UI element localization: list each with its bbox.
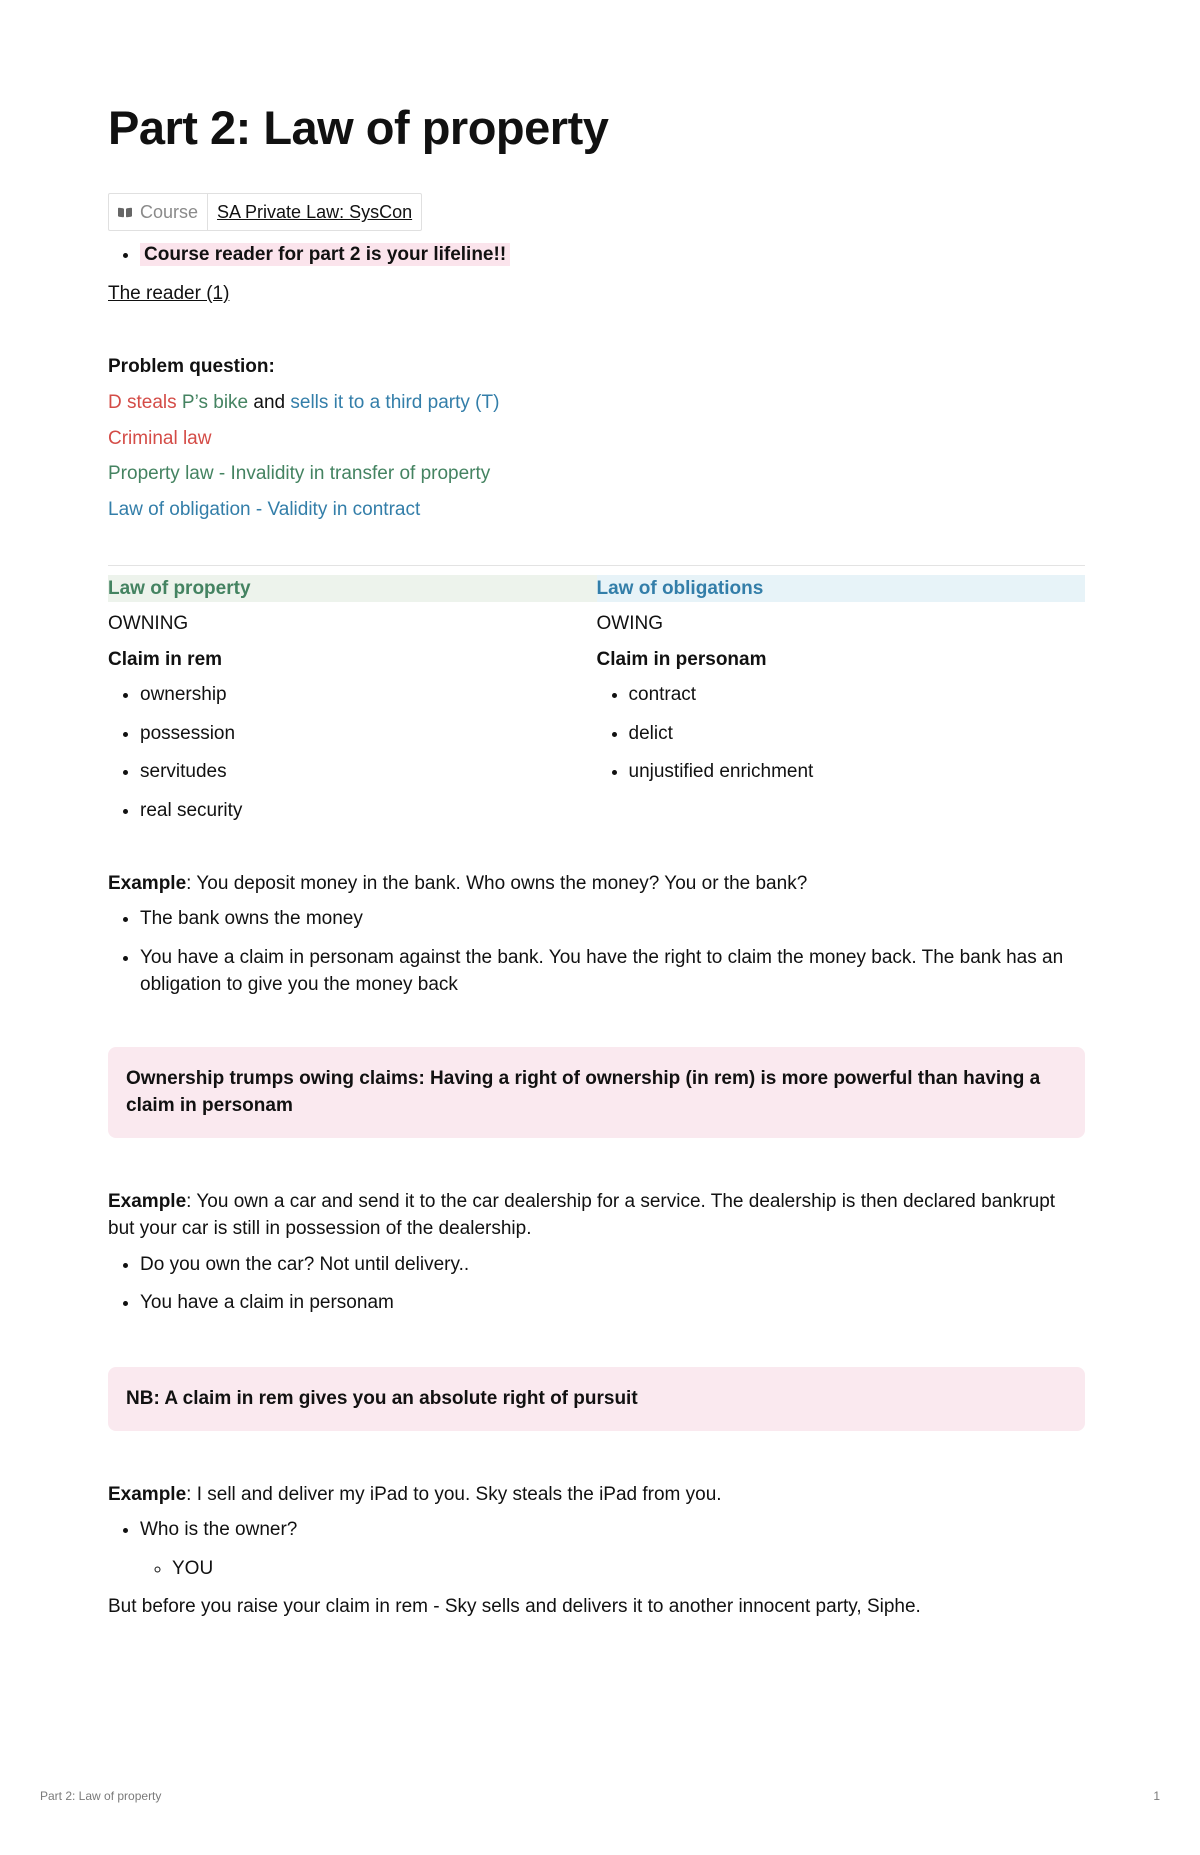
criminal-law: Criminal law <box>108 427 212 449</box>
list-item: • possession <box>140 720 597 748</box>
example-2 <box>108 1188 1085 1243</box>
lifeline-note: Course reader for part 2 is your lifeline!! <box>140 243 510 266</box>
property-row <box>108 193 422 231</box>
example-label: Example <box>108 872 187 894</box>
example-1-list <box>108 905 1085 999</box>
sub-list <box>140 1555 1085 1583</box>
page-number: 1 <box>1153 1789 1160 1803</box>
example-2-list <box>108 1251 1085 1317</box>
example-label: Example <box>108 1483 187 1505</box>
property-law: Property law - Invalidity in transfer of property <box>108 463 491 485</box>
property-key <box>109 194 208 230</box>
owner-question: Who is the owner? <box>140 1519 298 1541</box>
example-3-list <box>108 1516 1085 1582</box>
footer-title: Part 2: Law of property <box>40 1789 162 1803</box>
lifeline-list <box>108 241 1085 269</box>
reader-link[interactable]: The reader (1) <box>108 282 230 304</box>
list-item: • You have a claim in personam <box>140 1289 1085 1317</box>
property-list <box>108 681 597 824</box>
page-footer <box>40 1788 1160 1805</box>
list-item: ◦ YOU <box>172 1555 1085 1583</box>
list-item: • Do you own the car? Not until delivery.. <box>140 1251 1085 1279</box>
page-content <box>108 100 1085 1621</box>
list-item: • The bank owns the money <box>140 905 1085 933</box>
obligations-list <box>597 681 1086 786</box>
page-title: Part 2: Law of property <box>108 101 609 154</box>
column-property <box>108 575 597 835</box>
claim-in-personam: Claim in personam <box>596 648 767 670</box>
problem-bike: P’s bike <box>181 392 249 414</box>
course-link[interactable]: SA Private Law: SysCon <box>217 202 413 223</box>
property-key-label: Course <box>140 202 199 223</box>
list-item: • contract <box>629 681 1086 709</box>
example-label: Example <box>108 1190 187 1212</box>
list-item: • ownership <box>140 681 597 709</box>
problem-d-steals: D steals <box>108 392 177 414</box>
list-item: • delict <box>629 720 1086 748</box>
obligation-law: Law of obligation - Validity in contract <box>108 498 421 520</box>
list-item <box>140 241 1085 269</box>
list-item: • servitudes <box>140 758 597 786</box>
list-item: • You have a claim in personam against the bank. You have the right to claim the money back. The bank has an obligation to give you the money back <box>140 944 1085 999</box>
example-3-after: But before you raise your claim in rem - Sky sells and delivers it to another innocent party, Siphe. <box>108 1596 921 1618</box>
problem-heading: Problem question: <box>108 356 275 378</box>
problem-sells: sells it to a third party (T) <box>290 392 500 414</box>
column-heading-obligations: Law of obligations <box>597 575 1086 602</box>
problem-and: and <box>253 392 286 414</box>
example-text: : You deposit money in the bank. Who owns the money? You or the bank? <box>186 872 808 894</box>
example-text: : I sell and deliver my iPad to you. Sky steals the iPad from you. <box>186 1483 722 1505</box>
list-item: • unjustified enrichment <box>629 758 1086 786</box>
callout-pursuit: NB: A claim in rem gives you an absolute right of pursuit <box>108 1367 1085 1431</box>
example-text: : You own a car and send it to the car dealership for a service. The dealership is then declared bankrupt but your car is still in possession of the dealership. <box>108 1190 1056 1240</box>
owing-label: OWING <box>596 613 663 635</box>
column-obligations <box>597 575 1086 835</box>
callout-ownership: Ownership trumps owing claims: Having a right of ownership (in rem) is more powerful than having a claim in personam <box>108 1047 1085 1138</box>
example-3 <box>108 1481 1085 1509</box>
list-item: • real security <box>140 797 597 825</box>
claim-in-rem: Claim in rem <box>108 648 223 670</box>
problem-line <box>108 389 1085 417</box>
owning-label: OWNING <box>108 613 189 635</box>
column-heading-property: Law of property <box>108 575 597 602</box>
list-item <box>140 1516 1085 1582</box>
book-icon <box>118 207 132 217</box>
example-1 <box>108 870 1085 898</box>
comparison-columns <box>108 575 1085 835</box>
divider <box>108 565 1085 566</box>
